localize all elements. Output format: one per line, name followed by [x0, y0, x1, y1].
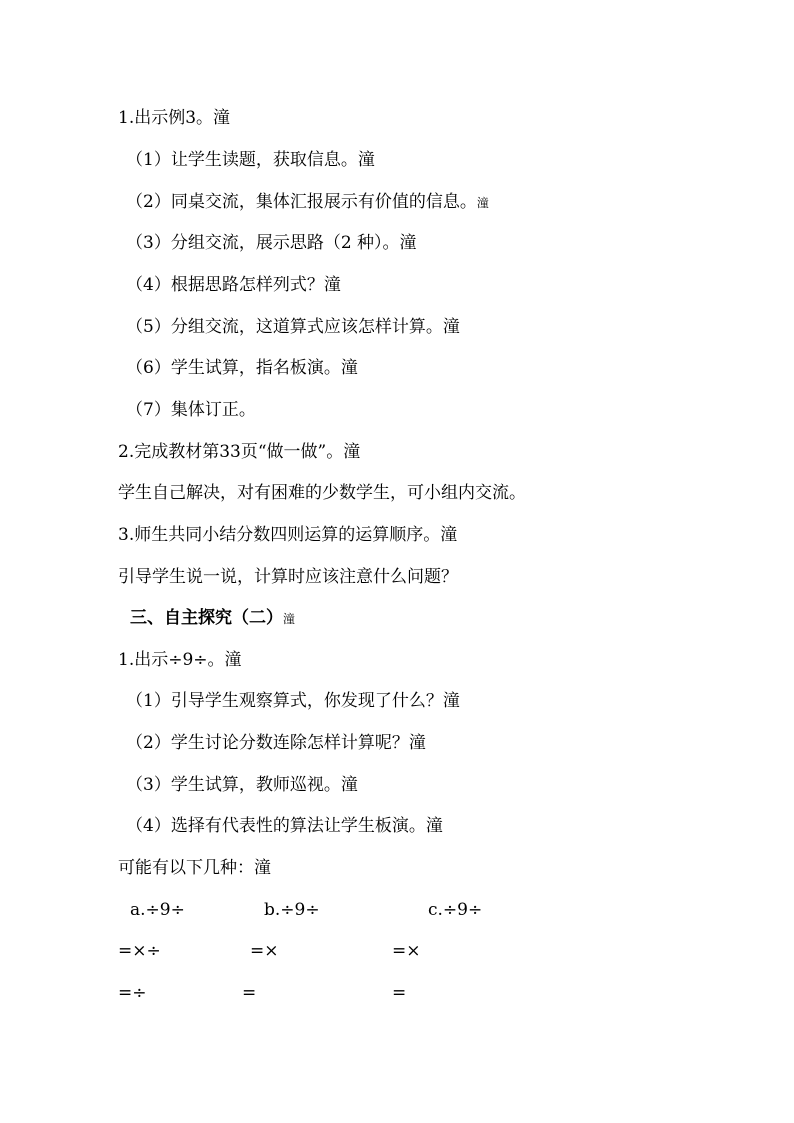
mark-glyph: 潼: [476, 196, 489, 210]
doc-line-16: [126, 732, 426, 754]
line-text: 三、自主探究（二）: [130, 608, 283, 628]
doc-line-17: [126, 774, 358, 796]
line-text: 3.师生共同小结分数四则运算的运算顺序。: [118, 525, 441, 545]
line-text: 学生自己解决，对有困难的少数学生，可小组内交流。: [118, 483, 526, 503]
line-text: （3）分组交流，展示思路（2 种）。: [126, 233, 400, 253]
doc-line-12: [118, 566, 458, 588]
doc-line-14: [118, 649, 242, 671]
line-text: （5）分组交流，这道算式应该怎样计算。: [126, 317, 443, 337]
method-c-step-1: =×: [392, 941, 421, 961]
doc-line-6: [126, 316, 460, 338]
doc-line-10: [118, 482, 526, 504]
mark-glyph: 潼: [224, 650, 242, 670]
line-text: （3）学生试算，教师巡视。: [126, 775, 341, 795]
doc-line-19: [118, 857, 271, 879]
line-text: 可能有以下几种：: [118, 858, 254, 878]
method-b-step-2: =: [242, 983, 257, 1003]
method-c-header: c.÷9÷: [428, 900, 483, 920]
line-text: （2）学生讨论分数连除怎样计算呢？: [126, 733, 409, 753]
mark-glyph: 潼: [254, 858, 271, 878]
mark-glyph: 潼: [340, 775, 358, 795]
doc-line-18: [126, 815, 443, 837]
line-text: 引导学生说一说，计算时应该注意什么问题？: [118, 567, 458, 587]
line-text: 1.出示÷9÷。: [118, 650, 225, 670]
line-text: （4）根据思路怎样列式？: [126, 275, 324, 295]
mark-glyph: 潼: [442, 317, 460, 337]
doc-line-9: [118, 441, 360, 463]
mark-glyph: 潼: [442, 691, 460, 711]
doc-line-2: [126, 149, 375, 171]
section-heading: [130, 607, 295, 630]
mark-glyph: 潼: [440, 525, 458, 545]
method-a-step-1: =×÷: [118, 941, 161, 961]
method-a-header: a.÷9÷: [130, 900, 185, 920]
method-c-step-2: =: [392, 983, 407, 1003]
method-b-step-1: =×: [250, 941, 279, 961]
line-text: 2.完成教材第33页“做一做”。: [118, 442, 344, 462]
mark-glyph: 潼: [399, 233, 417, 253]
mark-glyph: 潼: [425, 816, 443, 836]
mark-glyph: 潼: [213, 108, 231, 128]
line-text: （2）同桌交流，集体汇报展示有价值的信息。: [126, 192, 477, 212]
doc-line-1: [118, 107, 230, 129]
doc-line-4: [126, 232, 417, 254]
mark-glyph: 潼: [340, 358, 358, 378]
doc-line-15: [126, 690, 460, 712]
doc-line-7: [126, 357, 358, 379]
line-text: （4）选择有代表性的算法让学生板演。: [126, 816, 426, 836]
mark-glyph: 潼: [343, 442, 361, 462]
line-text: （7）集体订正。: [126, 400, 256, 420]
mark-glyph: 潼: [408, 733, 426, 753]
line-text: （1）让学生读题，获取信息。: [126, 150, 358, 170]
line-text: （1）引导学生观察算式，你发现了什么？: [126, 691, 443, 711]
line-text: 1.出示例3。: [118, 108, 214, 128]
mark-glyph: 潼: [283, 612, 296, 626]
mark-glyph: 潼: [323, 275, 341, 295]
doc-line-3: [126, 191, 489, 214]
mark-glyph: 潼: [357, 150, 375, 170]
doc-line-5: [126, 274, 341, 296]
doc-line-11: [118, 524, 457, 546]
method-a-step-2: =÷: [118, 983, 147, 1003]
doc-line-8: [126, 399, 256, 421]
line-text: （6）学生试算，指名板演。: [126, 358, 341, 378]
method-b-header: b.÷9÷: [264, 900, 320, 920]
